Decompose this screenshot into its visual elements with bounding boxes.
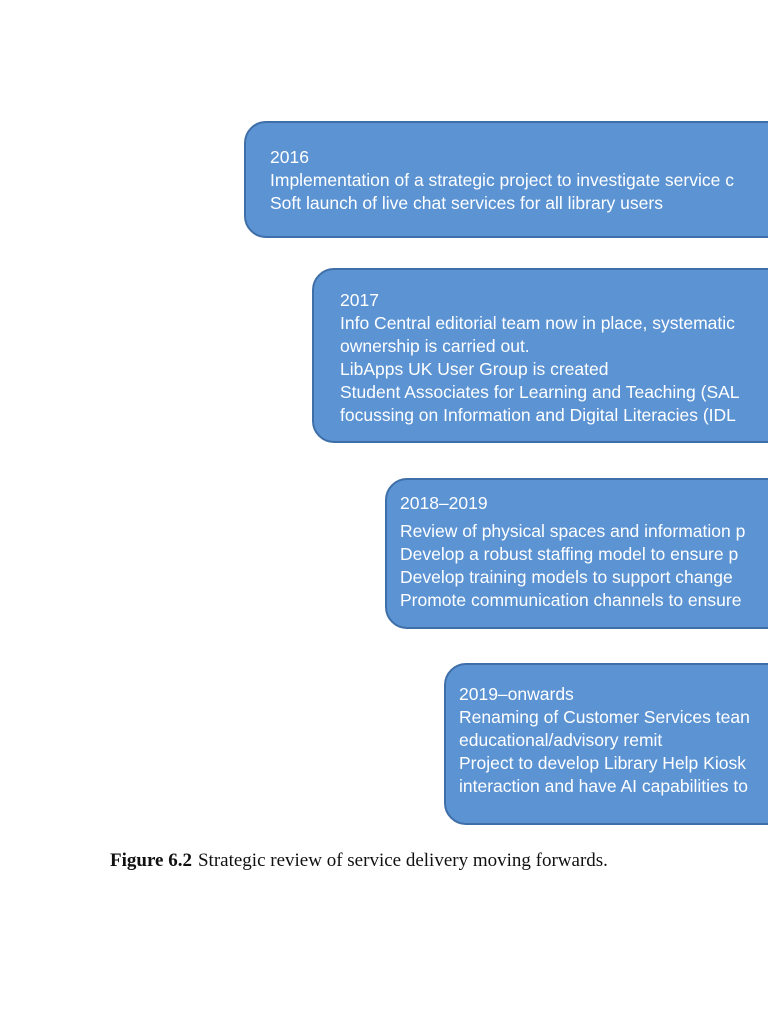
timeline-box-2016 [244, 121, 768, 238]
box-line: Review of physical spaces and information p [400, 521, 746, 541]
box-line: Renaming of Customer Services tean [459, 707, 750, 727]
box-line: educational/advisory remit [459, 730, 663, 750]
box-line: ownership is carried out. [340, 336, 530, 356]
box-line: Info Central editorial team now in place, systematic [340, 313, 735, 333]
box-year: 2017 [340, 290, 379, 310]
box-line: Project to develop Library Help Kiosk [459, 753, 746, 773]
box-year: 2016 [270, 147, 309, 167]
figure-caption-text: Strategic review of service delivery moving forwards. [197, 850, 608, 871]
timeline-box-2019-onwards [444, 663, 768, 825]
box-line: Student Associates for Learning and Teaching (SAL [340, 382, 740, 402]
box-year: 2018–2019 [400, 493, 488, 513]
box-line: Promote communication channels to ensure [400, 590, 742, 610]
figure-label: Figure 6.2 [110, 850, 192, 871]
timeline-box-2017 [312, 268, 768, 443]
box-line: Develop training models to support change [400, 567, 733, 587]
box-line: Soft launch of live chat services for all library users [270, 193, 663, 213]
box-year: 2019–onwards [459, 684, 574, 704]
box-line: Implementation of a strategic project to investigate service c [270, 170, 734, 190]
box-line: Develop a robust staffing model to ensure p [400, 544, 739, 564]
figure-caption [110, 848, 608, 874]
box-line: interaction and have AI capabilities to [459, 776, 748, 796]
timeline-box-2018-2019 [385, 478, 768, 629]
box-line: focussing on Information and Digital Literacies (IDL [340, 405, 736, 425]
box-line: LibApps UK User Group is created [340, 359, 609, 379]
